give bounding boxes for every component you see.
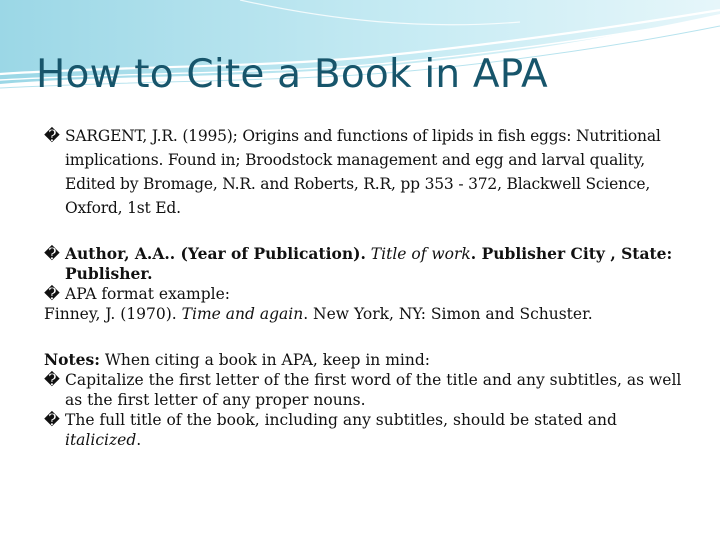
note-item-2-italic: italicized [65, 431, 137, 449]
format-example-label-bullet [44, 284, 694, 304]
note-item-1-text: Capitalize the first letter of the first word of the title and any subtitles, as well as the first letter of any proper nouns. [65, 371, 682, 409]
note-item-2-end: . [136, 431, 142, 449]
notes-intro: When citing a book in APA, keep in mind: [104, 351, 430, 369]
note-item-2 [44, 410, 694, 450]
example-citation-bullet [44, 124, 694, 220]
bullet-icon: � [44, 127, 60, 145]
slide-content [44, 124, 694, 450]
format-part2: . Publisher City , State: Publisher. [65, 244, 673, 283]
bullet-icon: � [44, 411, 60, 429]
bullet-icon: � [44, 371, 60, 389]
notes-line [44, 350, 694, 370]
slide-title: How to Cite a Book in APA [36, 52, 548, 97]
format-example-label: APA format example: [65, 285, 231, 303]
format-bullet [44, 244, 694, 284]
bullet-icon: � [44, 245, 60, 263]
format-example-title: Time and again [181, 305, 304, 323]
format-part1: Author, A.A.. (Year of Publication). [65, 244, 366, 263]
notes-label: Notes: [44, 350, 100, 369]
note-item-2-text: The full title of the book, including any subtitles, should be stated and [65, 411, 617, 429]
format-example-line [44, 304, 694, 324]
format-example-suffix: . New York, NY: Simon and Schuster. [303, 305, 593, 323]
bullet-icon: � [44, 285, 60, 303]
format-example-prefix: Finney, J. (1970). [44, 305, 177, 323]
note-item-1 [44, 370, 694, 410]
format-title: Title of work [370, 245, 471, 263]
example-citation-text: SARGENT, J.R. (1995); Origins and functions of lipids in fish eggs: Nutritional implications. Found in; Broodstock management and egg and larval quality, Edited by Bromage, N.R. and Roberts, R.R, pp 353 - 372, Blackwell Science, Oxford, 1st Ed. [65, 127, 661, 217]
